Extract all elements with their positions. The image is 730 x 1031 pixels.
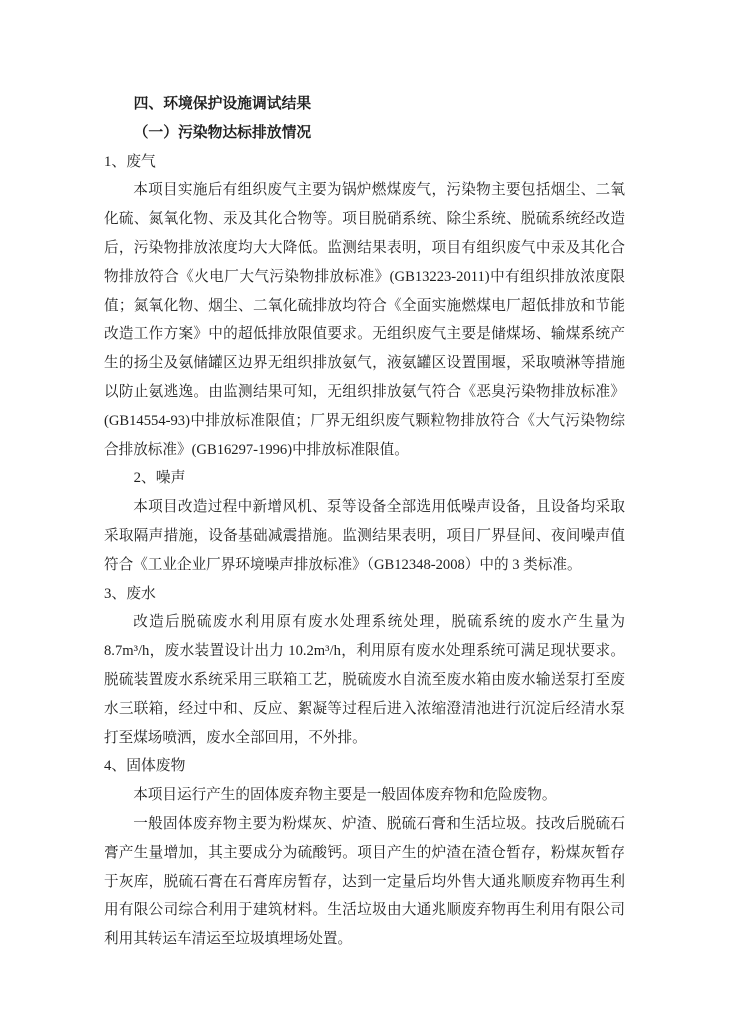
paragraph: [104, 176, 625, 464]
section-title: 2、噪声: [133, 470, 186, 487]
text-line: 值；氮氧化物、烟尘、二氧化硫排放均符合《全面实施燃煤电厂超低排放和节能: [104, 297, 625, 314]
text-line: 物排放符合《火电厂大气污染物排放标准》(GB13223-2011)中有组织排放浓度限: [104, 268, 625, 285]
text-line: 利用其转运车清运至垃圾填埋场处置。: [104, 931, 353, 948]
text-line: 本项目实施后有组织废气主要为锅炉燃煤废气，污染物主要包括烟尘、二氧: [133, 182, 625, 199]
text-line: 本项目改造过程中新增风机、泵等设备全部选用低噪声设备，且设备均采取: [133, 499, 625, 516]
document-body: [104, 90, 625, 954]
text-line: 用有限公司综合利用于建筑材料。生活垃圾由大通兆顺废弃物再生利用有限公司: [104, 902, 625, 919]
text-line: 符合《工业企业厂界环境噪声排放标准》（GB12348-2008）中的 3 类标准。: [104, 556, 582, 573]
text-line: 本项目运行产生的固体废弃物主要是一般固体废弃物和危险废物。: [133, 787, 557, 804]
section-title: 4、固体废物: [104, 758, 186, 775]
text-line: 合排放标准》(GB16297-1996)中排放标准限值。: [104, 441, 409, 458]
paragraph: [104, 608, 625, 752]
paragraph: [104, 810, 625, 954]
text-line: 采取隔声措施，设备基础减震措施。监测结果表明，项目厂界昼间、夜间噪声值: [104, 527, 625, 544]
text-line: 改造工作方案》中的超低排放限值要求。无组织废气主要是储煤场、输煤系统产: [104, 326, 625, 343]
text-line: 8.7m³/h，废水装置设计出力 10.2m³/h，利用原有废水处理系统可满足现状要求。: [104, 643, 625, 660]
text-line: 于灰库，脱硫石膏在石膏库房暂存，达到一定量后均外售大通兆顺废弃物再生利: [104, 873, 625, 890]
section-title: 1、废气: [104, 153, 156, 170]
text-line: (GB14554-93)中排放标准限值；厂界无组织废气颗粒物排放符合《大气污染物综: [104, 412, 625, 429]
text-line: 改造后脱硫废水利用原有废水处理系统处理，脱硫系统的废水产生量为: [133, 614, 625, 631]
text-line: 生的扬尘及氨储罐区边界无组织排放氨气，液氨罐区设置围堰，采取喷淋等措施: [104, 355, 625, 372]
text-line: 打至煤场喷洒，废水全部回用，不外排。: [104, 729, 367, 746]
document-heading: 四、环境保护设施调试结果: [133, 96, 312, 112]
text-line: 水三联箱，经过中和、反应、絮凝等过程后进入浓缩澄清池进行沉淀后经清水泵: [104, 700, 625, 717]
text-line: 膏产生量增加，其主要成分为硫酸钙。项目产生的炉渣在渣仓暂存，粉煤灰暂存: [104, 844, 625, 861]
text-line: 脱硫装置废水系统采用三联箱工艺，脱硫废水自流至废水箱由废水输送泵打至废: [104, 671, 625, 688]
section-title: 3、废水: [104, 585, 156, 602]
text-line: 后，污染物排放浓度均大大降低。监测结果表明，项目有组织废气中汞及其化合: [104, 239, 625, 256]
text-line: 以防止氨逃逸。由监测结果可知，无组织排放氨气符合《恶臭污染物排放标准》: [104, 383, 625, 400]
paragraph: [104, 493, 625, 579]
document-heading: （一）污染物达标排放情况: [133, 124, 312, 141]
text-line: 化硫、氮氧化物、汞及其化合物等。项目脱硝系统、除尘系统、脱硫系统经改造: [104, 211, 625, 228]
text-line: 一般固体废弃物主要为粉煤灰、炉渣、脱硫石膏和生活垃圾。技改后脱硫石: [133, 815, 625, 832]
paragraph: [104, 781, 625, 810]
